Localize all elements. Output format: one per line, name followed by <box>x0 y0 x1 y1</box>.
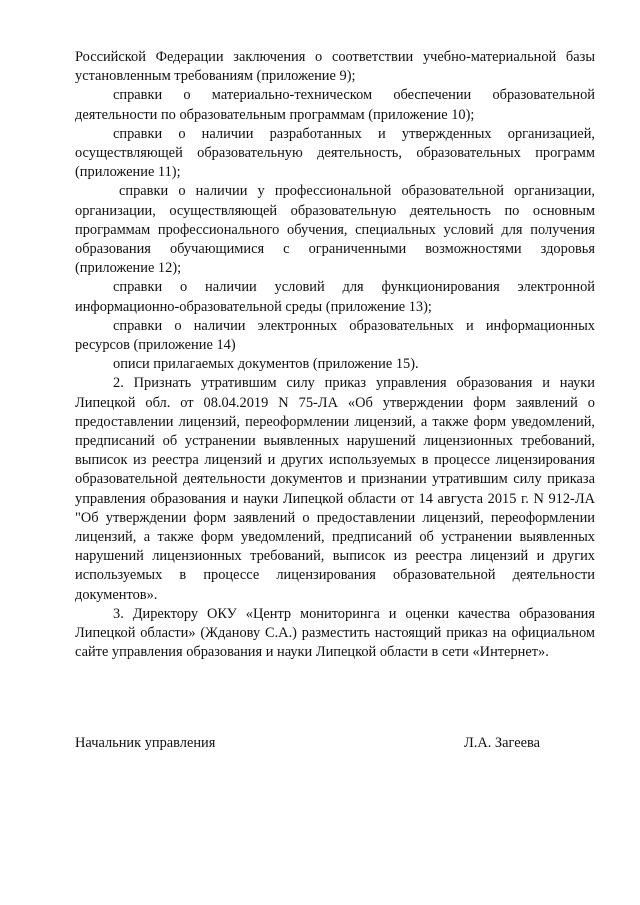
signature-position: Начальник управления <box>75 735 216 751</box>
paragraph-continuation: Российской Федерации заключения о соответствии учебно-материальной базы установленным требованиям (приложение 9); <box>75 49 595 85</box>
paragraph-appendix-14: справки о наличии электронных образовательных и информационных ресурсов (приложение 14) <box>75 317 595 354</box>
signature-block <box>75 734 540 753</box>
paragraph-appendix-11: справки о наличии разработанных и утвержденных организацией, осуществляющей образовательную деятельность, образовательных программ (приложение 11); <box>75 125 595 181</box>
paragraph-appendix-12: справки о наличии у профессиональной образовательной организации, организации, осуществляющей образовательную деятельность по основным программам профессионального обучения, специальных условий для получения образования обучающимися с ограниченными возможностями здоровья (приложение 12); <box>75 183 595 277</box>
paragraph-item-3: 3. Директору ОКУ «Центр мониторинга и оценки качества образования Липецкой области» (Жданову С.А.) разместить настоящий приказ на официальном сайте управления образования и науки Липецкой области в сети «Интернет». <box>75 605 595 661</box>
paragraph-appendix-10: справки о материально-техническом обеспечении образовательной деятельности по образовательным программам (приложение 10); <box>75 87 595 123</box>
paragraph-item-2: 2. Признать утратившим силу приказ управления образования и науки Липецкой обл. от 08.04.2019 N 75-ЛА «Об утверждении форм заявлений о предоставлении лицензий, переоформлении лицензий, а также форм уведомлений, предписаний об устранении выявленных нарушений лицензионных требований, выписок из реестра лицензий и других используемых в процессе лицензирования образовательной деятельности документов и признании утратившим силу приказа управления образования и науки Липецкой области от 14 августа 2015 г. N 912-ЛА "Об утверждении форм заявлений о предоставлении лицензий, переоформлении лицензий, а также форм уведомлений, предписаний об устранении выявленных нарушений лицензионных требований, выписок из реестра лицензий и других используемых в процессе лицензирования образовательной деятельности документов». <box>75 375 595 603</box>
paragraph-appendix-13: справки о наличии условий для функционирования электронной информационно-образовательной среды (приложение 13); <box>75 279 595 315</box>
signature-name: Л.А. Загеева <box>463 735 540 751</box>
paragraph-appendix-15: описи прилагаемых документов (приложение 15). <box>113 356 419 373</box>
document-body <box>75 48 595 663</box>
